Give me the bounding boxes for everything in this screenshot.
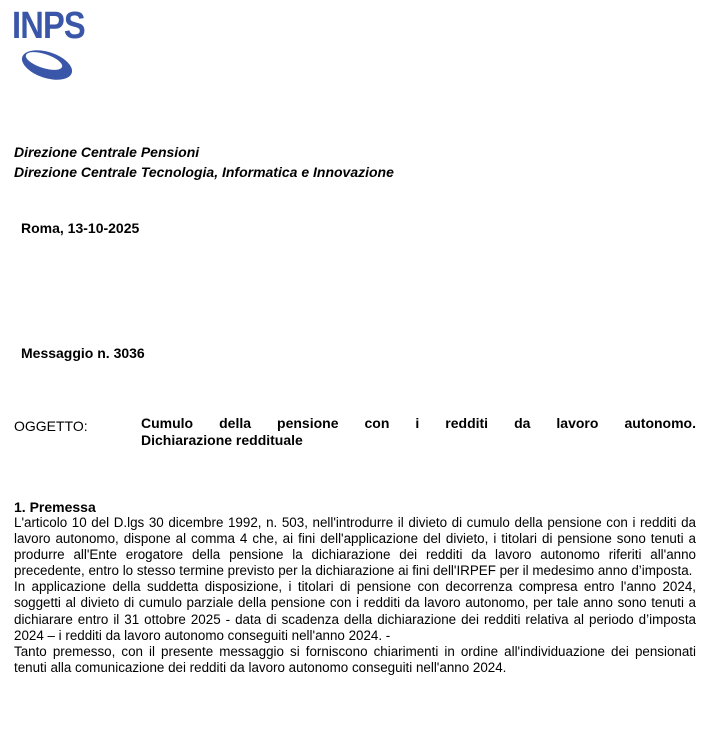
department-pensions: Direzione Centrale Pensioni — [14, 144, 200, 160]
section-title: 1. Premessa — [14, 499, 96, 515]
section-body — [14, 515, 696, 676]
logo-text: INPS — [12, 5, 85, 47]
inps-logo — [12, 5, 85, 84]
paragraph: Tanto premesso, con il presente messaggio si forniscono chiarimenti in ordine all'individuazione dei pensionati tenuti alla comunicazione dei redditi da lavoro autonomo conseguiti nell'anno 2024. — [14, 643, 696, 675]
subject-label: OGGETTO: — [14, 418, 88, 434]
department-technology: Direzione Centrale Tecnologia, Informatica e Innovazione — [14, 164, 394, 180]
subject-line-2: Dichiarazione reddituale — [141, 432, 303, 448]
logo-swoosh-icon — [16, 46, 78, 84]
place-and-date: Roma, 13-10-2025 — [21, 220, 140, 236]
paragraph: L'articolo 10 del D.lgs 30 dicembre 1992, n. 503, nell'introdurre il divieto di cumulo della pensione con i redditi da lavoro autonomo, dispone al comma 4 che, ai fini dell'applicazione del divieto, i titolari di pensione sono tenuti a produrre all'Ente erogatore della pensione la dichiarazione dei redditi da lavoro autonomo riferiti all'anno precedente, entro lo stesso termine previsto per la dichiarazione ai fini dell'IRPEF per il medesimo anno d’imposta. — [14, 515, 696, 579]
paragraph: In applicazione della suddetta disposizione, i titolari di pensione con decorrenza compresa entro l'anno 2024, soggetti al divieto di cumulo parziale della pensione con i redditi da lavoro autonomo, per tale anno sono tenuti a dichiarare entro il 31 ottobre 2025 - data di scadenza della dichiarazione dei redditi relativa al periodo d’imposta 2024 – i redditi da lavoro autonomo conseguiti nell'anno 2024. - — [14, 579, 696, 643]
subject-line-1: Cumulo della pensione con i redditi da lavoro autonomo. — [141, 415, 696, 431]
message-number: Messaggio n. 3036 — [21, 345, 145, 361]
subject-text — [141, 415, 696, 449]
